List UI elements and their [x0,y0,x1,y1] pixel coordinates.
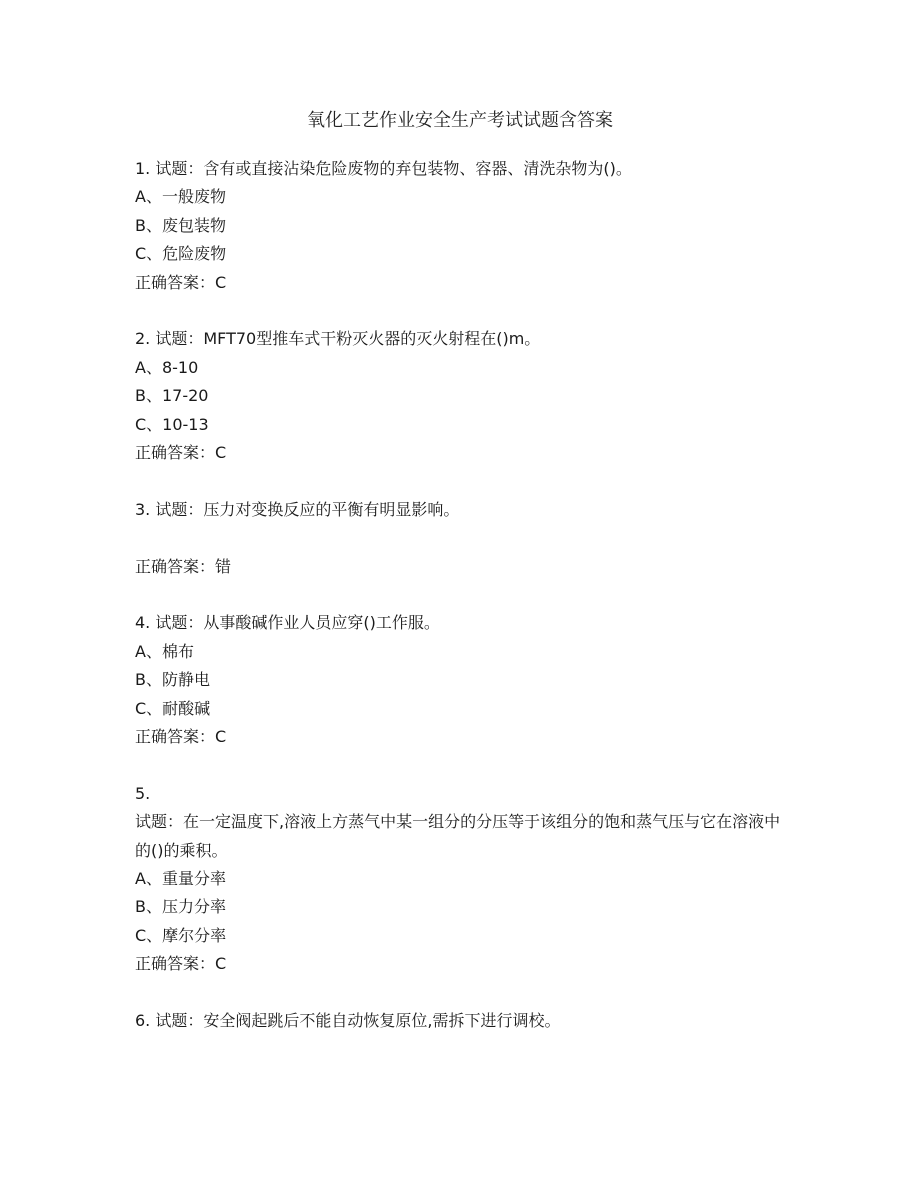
question-5 [135,780,795,979]
question-text: 试题：在一定温度下,溶液上方蒸气中某一组分的分压等于该组分的饱和蒸气压与它在溶液中的()的乘积。 [135,812,781,860]
spacer [135,297,795,325]
question-text: 2. 试题：MFT70型推车式干粉灭火器的灭火射程在()m。 [135,329,541,349]
answer: 正确答案：C [135,443,227,463]
answer: 正确答案：错 [135,556,232,576]
spacer [135,581,795,609]
option-a: A、一般废物 [135,187,226,207]
option-a: A、8-10 [135,357,199,377]
answer: 正确答案：C [135,954,227,974]
question-6 [135,1007,795,1035]
answer: 正确答案：C [135,727,227,747]
question-number: 5. [135,783,151,803]
option-c: C、摩尔分率 [135,925,227,945]
spacer [135,467,795,495]
answer: 正确答案：C [135,272,227,292]
option-a: A、棉布 [135,641,194,661]
spacer [135,524,795,552]
document-title: 氧化工艺作业安全生产考试试题含答案 [307,110,613,131]
spacer [135,979,795,1007]
question-1 [135,155,795,297]
option-a: A、重量分率 [135,869,226,889]
option-b: B、压力分率 [135,897,226,917]
option-c: C、危险废物 [135,244,227,264]
question-text: 1. 试题：含有或直接沾染危险废物的弃包装物、容器、清洗杂物为()。 [135,159,632,178]
option-c: C、10-13 [135,414,209,434]
question-text: 6. 试题：安全阀起跳后不能自动恢复原位,需拆下进行调校。 [135,1011,561,1031]
question-3 [135,496,795,581]
question-text: 4. 试题：从事酸碱作业人员应穿()工作服。 [135,613,440,633]
question-text: 3. 试题：压力对变换反应的平衡有明显影响。 [135,499,460,519]
question-2 [135,325,795,467]
question-list [135,155,795,1036]
question-4 [135,609,795,751]
spacer [135,751,795,779]
option-b: B、17-20 [135,386,209,406]
option-b: B、防静电 [135,670,210,690]
option-c: C、耐酸碱 [135,698,211,718]
option-b: B、废包装物 [135,215,226,235]
